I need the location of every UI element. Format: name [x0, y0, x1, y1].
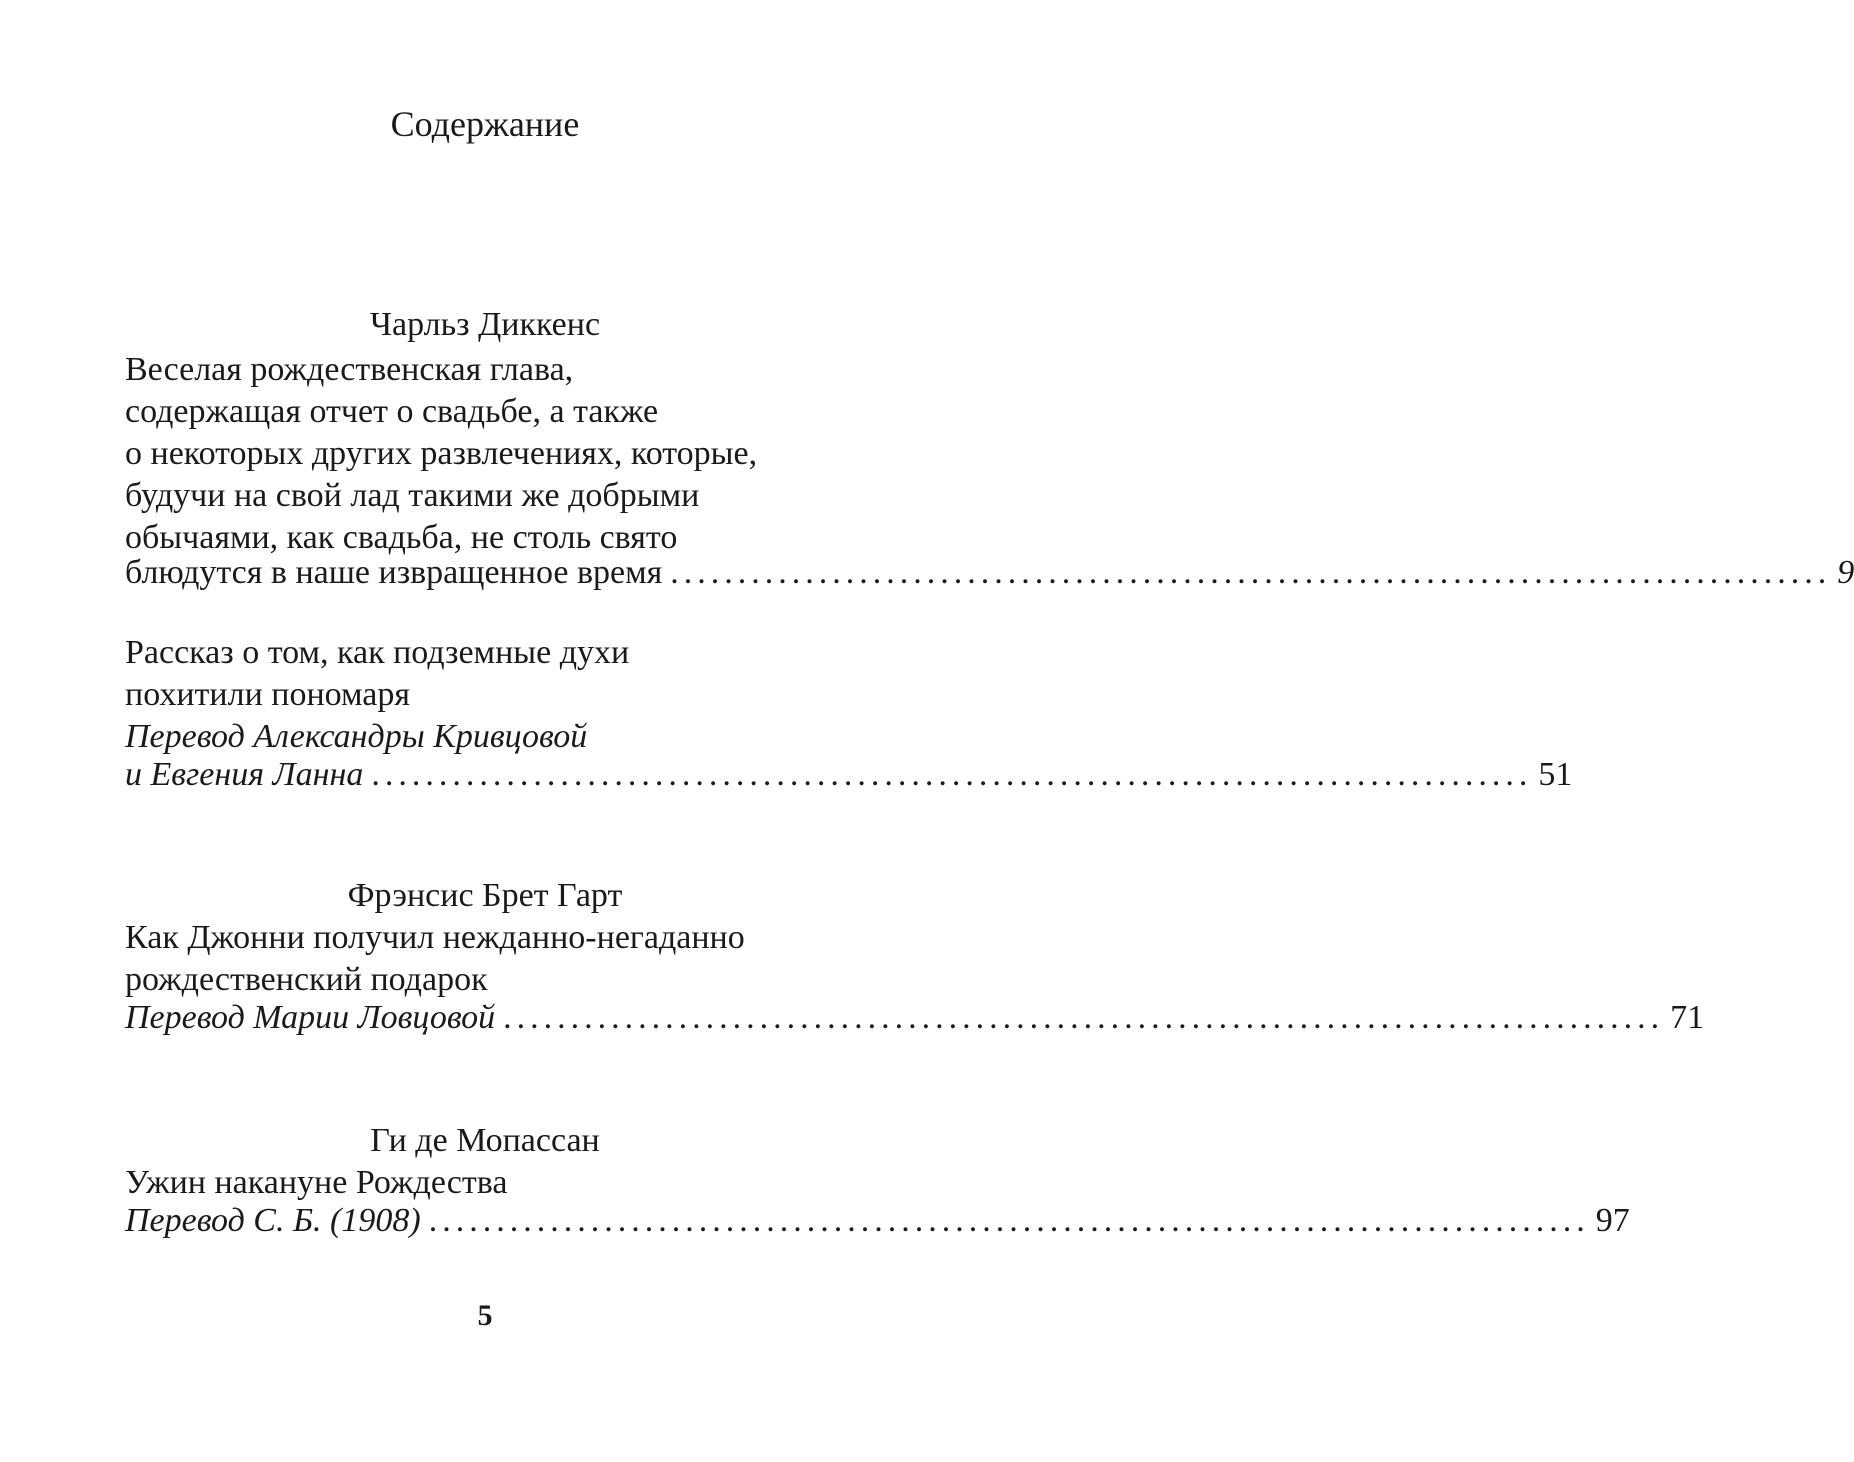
toc-entry-line: обычаями, как свадьба, не столь свято [125, 519, 678, 556]
toc-entry-last-row [125, 755, 1573, 795]
toc-entry-line: рождественский подарок [125, 961, 488, 998]
translator-line: Перевод С. Б. (1908) [125, 1202, 421, 1239]
toc-entry-line: о некоторых других развлечениях, которые, [125, 435, 758, 472]
page-title: Содержание [390, 104, 580, 144]
dot-leader: ...................................................................................... [428, 1202, 1590, 1239]
toc-entry-line: блюдутся в наше извращенное время [125, 554, 663, 591]
page-reference: 9 [1837, 554, 1854, 591]
toc-entry-line: Рассказ о том, как подземные духи [125, 634, 630, 671]
dot-leader: ...................................................................................... [670, 554, 1832, 591]
page-number: 5 [477, 1299, 493, 1332]
page-reference: 51 [1538, 756, 1573, 793]
toc-entry-last-row [125, 553, 1854, 593]
toc-entry-line: Веселая рождественская глава, [125, 351, 574, 388]
toc-entry-line: содержащая отчет о свадьбе, а также [125, 393, 659, 430]
translator-line: и Евгения Ланна [125, 756, 364, 793]
author-bret-harte: Фрэнсис Брет Гарт [347, 877, 623, 914]
author-maupassant: Ги де Мопассан [370, 1122, 600, 1159]
toc-entry-last-row [125, 998, 1705, 1038]
toc-entry-line: Как Джонни получил нежданно-негаданно [125, 919, 745, 956]
translator-line: Перевод Александры Кривцовой [125, 718, 588, 755]
toc-entry-line: будучи на свой лад такими же добрыми [125, 477, 700, 514]
page-reference: 97 [1595, 1202, 1630, 1239]
dot-leader: ...................................................................................... [371, 756, 1533, 793]
page-reference: 71 [1670, 999, 1705, 1036]
toc-entry-last-row [125, 1201, 1630, 1241]
author-dickens: Чарльз Диккенс [369, 306, 601, 343]
translator-line: Перевод Марии Ловцовой [125, 999, 496, 1036]
toc-entry-line: похитили пономаря [125, 676, 411, 713]
toc-entry-line: Ужин накануне Рождества [125, 1164, 508, 1201]
dot-leader: ...................................................................................... [503, 999, 1665, 1036]
